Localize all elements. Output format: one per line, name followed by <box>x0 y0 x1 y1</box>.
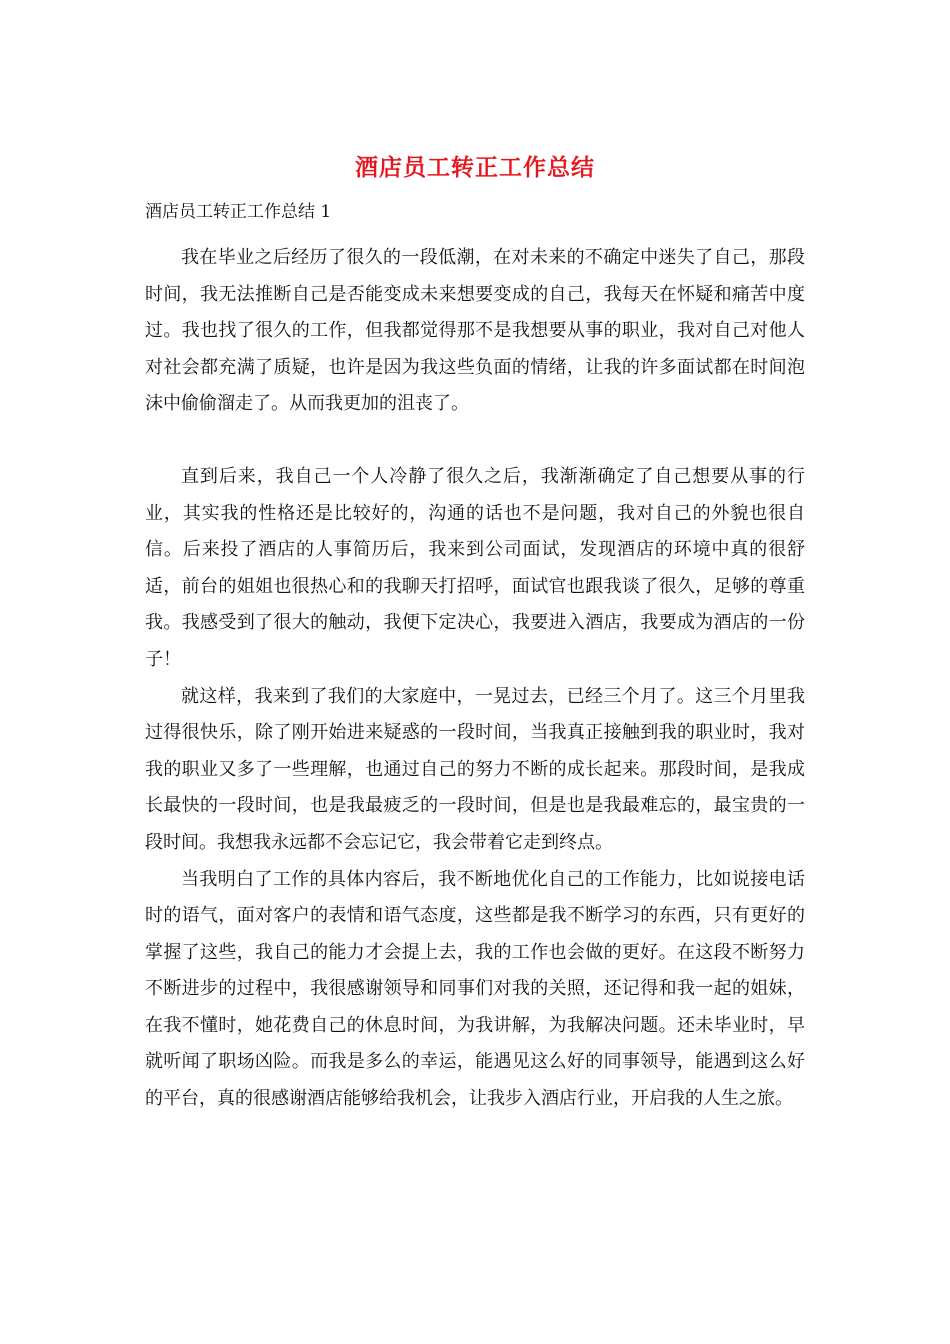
paragraph-2: 直到后来，我自己一个人冷静了很久之后，我渐渐确定了自己想要从事的行业，其实我的性格还是比较好的，沟通的话也不是问题，我对自己的外貌也很自信。后来投了酒店的人事简历后，我来到公司面试，发现酒店的环境中真的很舒适，前台的姐姐也很热心和的我聊天打招呼，面试官也跟我谈了很久，足够的尊重我。我感受到了很大的触动，我便下定决心，我要进入酒店，我要成为酒店的一份子！ <box>145 465 805 670</box>
paragraph-3: 就这样，我来到了我们的大家庭中，一晃过去，已经三个月了。这三个月里我过得很快乐，除了刚开始进来疑惑的一段时间，当我真正接触到我的职业时，我对我的职业又多了一些理解，也通过自己的努力不断的成长起来。那段时间，是我成长最快的一段时间，也是我最疲乏的一段时间，但是也是我最难忘的，最宝贵的一段时间。我想我永远都不会忘记它，我会带着它走到终点。 <box>145 685 805 853</box>
paragraph-spacer <box>145 423 805 459</box>
paragraph-4: 当我明白了工作的具体内容后，我不断地优化自己的工作能力，比如说接电话时的语气，面对客户的表情和语气态度，这些都是我不断学习的东西，只有更好的掌握了这些，我自己的能力才会提上去，我的工作也会做的更好。在这段不断努力不断进步的过程中，我很感谢领导和同事们对我的关照，还记得和我一起的姐妹，在我不懂时，她花费自己的休息时间，为我讲解，为我解决问题。还未毕业时，早就听闻了职场凶险。而我是多么的幸运，能遇见这么好的同事领导，能遇到这么好的平台，真的很感谢酒店能够给我机会，让我步入酒店行业，开启我的人生之旅。 <box>145 868 805 1110</box>
document-body <box>145 240 805 1118</box>
document-subtitle: 酒店员工转正工作总结 1 <box>145 202 332 222</box>
document-title: 酒店员工转正工作总结 <box>355 154 595 181</box>
paragraph-1: 我在毕业之后经历了很久的一段低潮，在对未来的不确定中迷失了自己，那段时间，我无法推断自己是否能变成未来想要变成的自己，我每天在怀疑和痛苦中度过。我也找了很久的工作，但我都觉得那不是我想要从事的职业，我对自己对他人对社会都充满了质疑，也许是因为我这些负面的情绪，让我的许多面试都在时间泡沫中偷偷溜走了。从而我更加的沮丧了。 <box>145 247 805 415</box>
